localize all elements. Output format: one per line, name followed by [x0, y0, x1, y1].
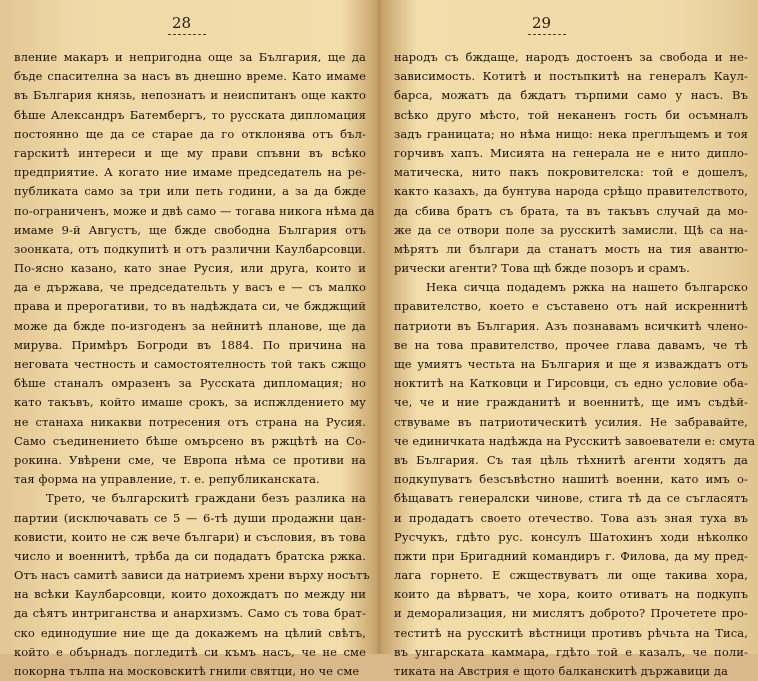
text-line: Отъ насъ самитѣ зависи да натриемъ хрени върху носътъ	[14, 568, 370, 583]
text-line: неговата честность и самостоятелность той такъ сжщо	[14, 357, 366, 371]
text-line: бъде спасителна за насъ въ днешно време. Като имаме	[14, 69, 366, 84]
text-line: Нека сичца подадемъ ржка на нашето българско	[426, 280, 748, 295]
right-page	[384, 0, 758, 678]
right-page-number-rule	[528, 34, 566, 36]
text-line: подкупуватъ безсъвѣстно нашитѣ военни, като имъ о-	[394, 472, 748, 487]
right-page-number: 29	[532, 14, 552, 32]
text-line: като такъвъ, който имаше срокъ, за испжлдението му	[14, 395, 366, 410]
left-page-number-rule	[168, 34, 206, 36]
text-line: барса, можатъ да бждатъ търпими само у насъ. Въ	[394, 88, 748, 103]
text-line: мирува. Примѣръ Богроди въ 1884. По причина на	[14, 337, 366, 352]
text-line: горчивъ хапъ. Мисията на генерала не е нито дипло-	[394, 145, 748, 160]
text-line: мѣрятъ ли българи да станатъ мость на тия авантю-	[394, 241, 748, 256]
text-line: че единичката надѣжда на Русскитѣ завоеватели е: смута	[394, 433, 756, 448]
text-line: не станаха никакви потресения отъ страна на Русия.	[14, 414, 366, 429]
text-line: както казахъ, да бунтува народа срѣщо правителството,	[394, 184, 748, 199]
text-line: и продадатъ своето отечество. Това азъ зная туха въ	[394, 510, 748, 525]
text-line: ноктитѣ на Катковци и Гирсовци, съ едно условие оба-	[394, 376, 748, 391]
text-line: въ България. Съ тая цѣль тѣхнитѣ агенти ходятъ да	[394, 452, 748, 467]
text-line: предприятие. А когато ние имаме председатель на ре-	[14, 165, 366, 180]
text-line: теститѣ на русскитѣ вѣстници противъ рѣчьта на Тиса,	[394, 625, 748, 640]
text-line: може да бжде по-изгоденъ за нейнитѣ планове, ще да	[14, 318, 366, 333]
text-line: въ унгарската каммара, гдѣто той е казалъ, че поли-	[394, 644, 748, 659]
text-line: който е обърнадъ погледитѣ си къмъ насъ, че не сме	[14, 644, 366, 659]
text-line: правителство, което е съставено отъ най искреннитѣ	[394, 299, 748, 314]
text-line: покорна тълпа на московскитѣ гнили святци, но че сме	[14, 664, 360, 678]
text-line: бѣщаватъ генералски чинове, стига тѣ да се съгласятъ	[394, 491, 748, 506]
text-line: лага горнето. Е сжществуватъ ли още такива хора,	[394, 568, 748, 583]
text-line: пжти при Бригадний командиръ г. Филова, да му пред-	[394, 548, 748, 563]
text-line: По-ясно казано, като знае Русия, или друга, които и	[14, 261, 366, 276]
text-line: да сѣятъ интриганства и анархизмъ. Само съ това брат-	[14, 606, 366, 621]
text-line: постоянно ще да се старае да го отклонява отъ бъл-	[14, 126, 366, 141]
text-line: публиката само за три или петь години, а за да бжде	[14, 184, 366, 199]
text-line: зависимость. Котитѣ и постьпкитѣ на генералъ Каул-	[394, 69, 748, 84]
text-line: които да вѣрватъ, че хора, които отиватъ на подкупъ	[394, 587, 748, 602]
text-line: че, че и ние гражданитѣ и военнитѣ, ще имъ съдѣй-	[394, 395, 748, 410]
text-line: число и военнитѣ, трѣба да си подадатъ братска ржка.	[14, 548, 366, 563]
text-line: да е държава, че председательть у васъ е — съ малко	[14, 280, 366, 295]
text-line: рически агенти? Това щѣ бжде позоръ и срамъ.	[394, 261, 690, 276]
text-line: патриоти въ България. Азъ познавамъ всичкитѣ члено-	[394, 318, 748, 333]
text-line: ве на това правителство, прочее глава давамъ, че тѣ	[394, 337, 748, 352]
text-line: тиката на Австрия е щото балканскитѣ държавици да	[394, 664, 728, 678]
text-line: задъ границата; но нѣма нищо: нека преглъщемъ и тоя	[394, 126, 748, 141]
text-line: въ България князь, непознатъ и неиспитанъ още както	[14, 88, 366, 103]
text-line: бѣше станалъ омразенъ за Русската дипломация; но	[14, 376, 366, 391]
text-line: же да се отвори поле за русскитѣ замисли. Щѣ са на-	[394, 222, 748, 237]
left-page	[0, 0, 376, 678]
text-line: всѣко друго мѣсто, той неканенъ гость би осъмналъ	[394, 107, 748, 122]
text-line: гарскитѣ интереси и ще му прави спъвни въ всѣко	[14, 145, 366, 160]
left-page-number: 28	[172, 14, 192, 32]
text-line: права и прерогативи, то въ надѣждата си, че бжджщий	[14, 299, 366, 314]
text-line: Русчукъ, гдѣто рус. консулъ Шатохинъ ходи нѣколко	[394, 529, 748, 544]
text-line: вление макаръ и непригодна още за България, ще да	[14, 50, 366, 64]
text-line: матическа, нито пакъ покровителска: той е дошелъ,	[394, 165, 748, 180]
text-line: на всѣки Каулбарсовци, които дохождатъ по между ни	[14, 587, 366, 602]
text-line: тая форма на управление, т. е. републиканската.	[14, 472, 320, 487]
text-line: имаме 9-й Августъ, ще бжде свободна България отъ	[14, 222, 366, 237]
text-line: ско единодушие ние ще да докажемъ на цѣлий свѣтъ,	[14, 625, 366, 640]
text-line: по-ограниченъ, може и двѣ само — тогава никога нѣма да	[14, 203, 375, 218]
text-line: зоонката, отъ подкупитѣ и отъ различни Каулбарсовци.	[14, 241, 366, 256]
text-line: партии (исключавать се 5 — 6-тѣ души продажни цан-	[14, 510, 366, 525]
right-page-text	[394, 48, 756, 681]
left-page-text	[14, 48, 375, 681]
text-line: Трето, че българскитѣ граждани безъ разлика на	[46, 491, 366, 506]
text-line: ковисти, които не сж вече българи) и съсловия, въ това	[14, 529, 366, 544]
text-line: да сбива братъ съ брата, та въ такъвъ случай да мо-	[394, 203, 748, 218]
text-line: народъ съ бждаще, народъ достоенъ за свобода и не-	[394, 50, 748, 64]
text-line: рокина. Увѣрени сме, че Европа нѣма се противи на	[14, 452, 366, 467]
text-line: ствуваме въ патриотическитѣ усилия. Не забравайте,	[394, 414, 748, 429]
text-line: ще умиятъ честьта на България и ще я изваждатъ отъ	[394, 357, 748, 371]
text-line: и деморализация, ни мислятъ доброто? Прочетете про-	[394, 606, 748, 621]
text-line: Само съединението бѣше омърсено въ ржцѣтѣ на Со-	[14, 433, 366, 448]
text-line: бѣше Александръ Батембергъ, то русската дипломация	[14, 107, 366, 122]
